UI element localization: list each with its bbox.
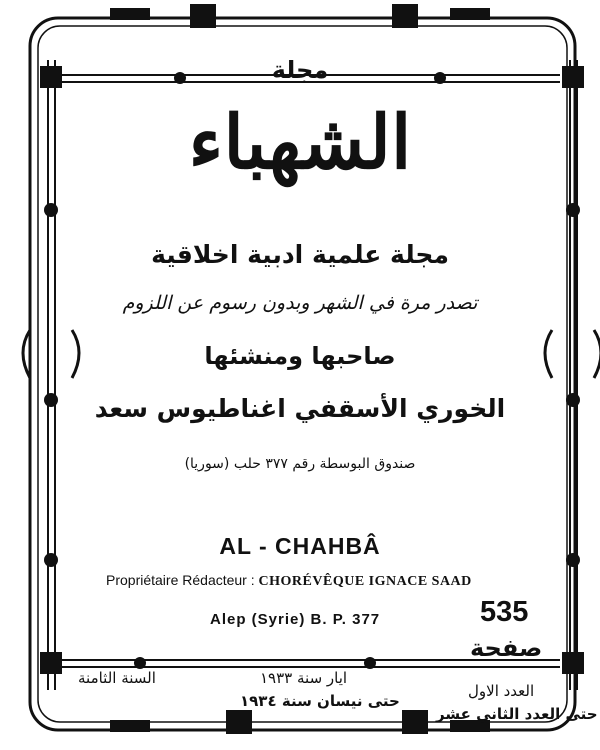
owner-label: صاحبها ومنشئها [204, 342, 396, 370]
editor-name: CHORÉVÊQUE IGNACE SAAD [258, 574, 472, 589]
editor-label: Propriétaire Rédacteur : [106, 572, 255, 588]
address-line: Alep (Syrie) B. P. 377 [210, 611, 381, 628]
year-label: السنة الثامنة [78, 669, 156, 687]
latin-title: AL - CHAHBÂ [219, 533, 381, 559]
issue-to: حتى العدد الثاني عشر [436, 705, 598, 723]
page-count: 535 [480, 596, 529, 628]
date-to: حتى نيسان سنة ١٩٣٤ [240, 692, 400, 710]
page-word: صفحة [470, 634, 543, 662]
masthead-title: الشهباء [188, 100, 412, 186]
po-box: صندوق البوسطة رقم ٣٧٧ حلب (سوريا) [184, 456, 416, 472]
issue-from: العدد الاول [468, 682, 535, 700]
editor-line [106, 572, 472, 590]
subtitle: مجلة علمية ادبية اخلاقية [151, 240, 449, 269]
owner-name: الخوري الأسقفي اغناطيوس سعد [94, 394, 506, 423]
publisher-note: تصدر مرة في الشهر وبدون رسوم عن اللزوم [122, 292, 478, 314]
date-from: ايار سنة ١٩٣٣ [260, 669, 348, 687]
magazine-label: مجلة [271, 56, 329, 84]
